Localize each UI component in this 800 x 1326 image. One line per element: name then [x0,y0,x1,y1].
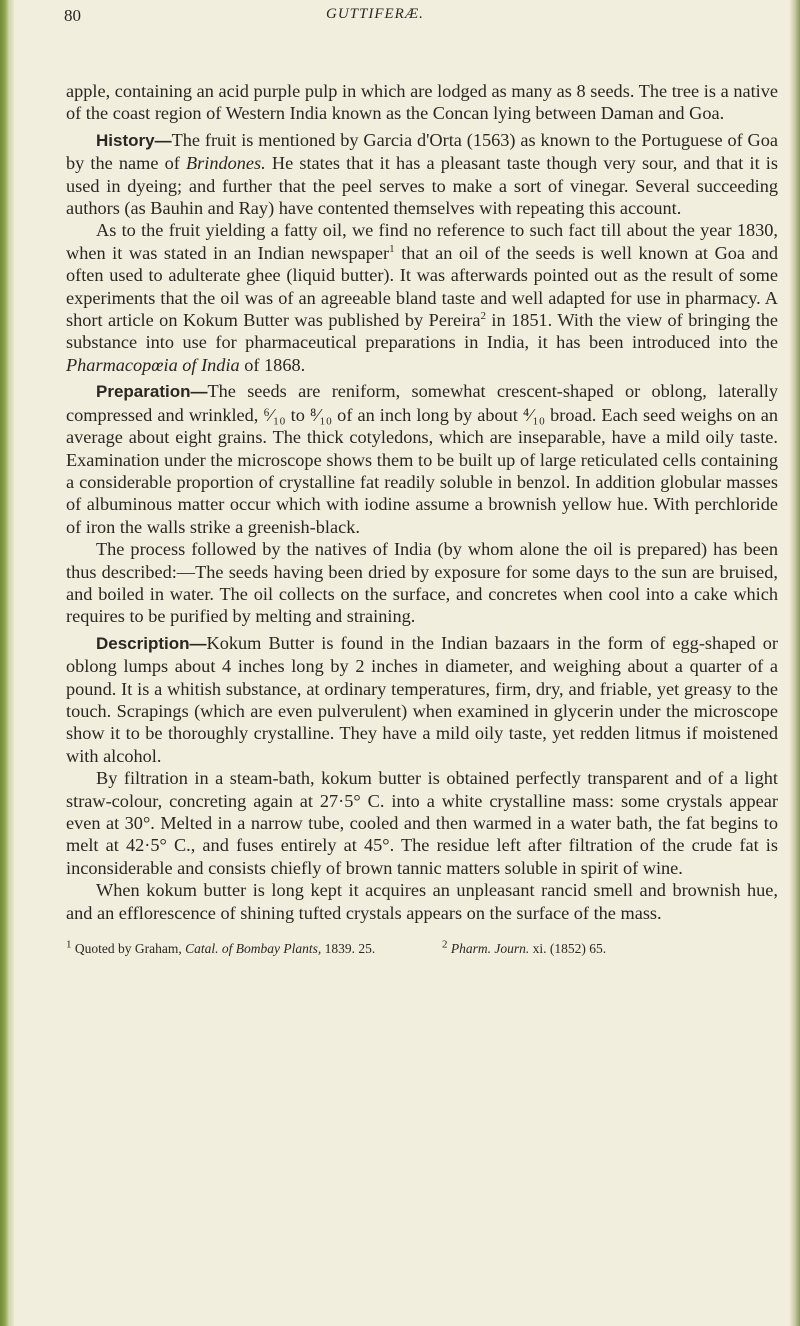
footnote-1-text: Quoted by Graham, [74,941,186,957]
history-text-cont: He states that it has a pleasant taste though very sour, and that it is used in dyeing; and further that the peel serves to make a sort of vinegar. Several succeeding authors (as Bauhin and Ray) have contented themselves with repeating this account. [66,153,778,219]
paragraph-process: The process followed by the natives of India (by whom alone the oil is prepared) has been thus described:—The seeds having been dried by exposure for some days to the sun are bruised, and boiled in water. The oil collects on the surface, and concretes when cool into a cake which requires to be purified by melting and straining. [66,539,778,627]
description-text: Kokum Butter is found in the Indian bazaars in the form of egg-shaped or oblong lumps about 4 inches long by 2 inches in diameter, and weighing about a quarter of a pound. It is a whitish substance, at ordinary temperatures, firm, dry, and friable, yet greasy to the touch. Scrapings (which are even pulverulent) when examined in glycerin under the microscope show it to be thoroughly crystalline. They have a mild oily taste, yet redden litmus if moistened with alcohol. [66,632,778,766]
paragraph-filtration: By filtration in a steam-bath, kokum butter is obtained perfectly transparent and of a light straw-colour, concreting again at 27·5° C. into a white crystalline mass: some crystals appear even at 30°. Melted in a narrow tube, cooled and then warmed in a water bath, the fat begins to melt at 42·5° C., and fuses entirely at 45°. The residue left after filtration of the crude fat is inconsiderable and consists chiefly of brown tannic matters soluble in spirit of wine. [66,768,778,878]
footnote-2 [442,940,782,957]
footnote-ref-2: 2 [480,309,486,322]
fatty-oil-text-3: in 1851. With the view of bringing the substance into use for pharmaceutical preparations in India, it has been introduced into the [66,310,778,353]
name-brindones: Brindones. [186,153,266,174]
footnote-2-source: Pharm. Journ. [450,941,530,957]
book-page [66,0,778,980]
paragraph-fruit: apple, containing an acid purple pulp in which are lodged as many as 8 seeds. The tree is a native of the coast region of Western India known as the Concan lying between Daman and Goa. [66,81,778,124]
paragraph-preparation [66,380,778,538]
footnote-2-mark: 2 [442,938,448,951]
book-binding-right-edge [790,0,800,1326]
fatty-oil-text-2: that an oil of the seeds is well known at Goa and often used to adulterate ghee (liquid butter). It was afterwards pointed out as the result of some experiments that the oil was of an agreeable bland taste and well adapted for use in pharmacy. A short article on Kokum Butter was published by Pereira [66,242,778,331]
footnotes [66,940,778,980]
footnote-ref-1: 1 [389,242,395,255]
paragraph-rancid: When kokum butter is long kept it acquires an unpleasant rancid smell and brownish hue, and an efflorescence of shining tufted crystals appears on the surface of the mass. [66,880,778,923]
section-heading-description: Description— [96,633,207,653]
footnote-1-mark: 1 [66,938,72,951]
fatty-oil-text: As to the fruit yielding a fatty oil, we find no reference to such fact till about the year 1830, when it was stated in an Indian newspaper [66,220,778,263]
running-head [66,0,778,80]
history-text: The fruit is mentioned by Garcia d'Orta (1563) as known to the Portuguese of Goa by the name of [66,129,778,174]
footnote-2-ref: xi. (1852) 65. [529,941,607,957]
paragraph-fatty-oil [66,219,778,376]
running-title: GUTTIFERÆ. [326,6,424,22]
section-heading-preparation: Preparation— [96,382,208,402]
paragraph-history [66,129,778,220]
section-heading-history: History— [96,130,172,150]
footnote-1 [66,940,426,957]
footnote-1-source: Catal. of Bombay Plants, [185,941,322,957]
body-text [66,80,778,924]
paragraph-description [66,632,778,767]
preparation-text: The seeds are reniform, somewhat crescent-shaped or oblong, laterally compressed and wrinkled, ⁶⁄₁₀ to ⁸⁄₁₀ of an inch long by about ⁴⁄₁₀ broad. Each seed weighs on an average about eight grains. The thick cotyledons, which are inseparable, have a mild oily taste. Examination under the microscope shows them to be built up of large reticulated cells containing a considerable proportion of crystalline fat readily soluble in benzol. In addition globular masses of albuminous matter occur which with iodine assume a brownish yellow hue. With perchloride of iron the walls strike a greenish-black. [66,381,778,537]
fatty-oil-text-4: of 1868. [239,354,306,375]
pharmacopoeia-title: Pharmacopœia of India [66,354,240,375]
footnote-1-year: 1839. 25. [321,941,376,957]
page-number: 80 [64,6,81,25]
book-binding-left-edge [0,0,14,1326]
